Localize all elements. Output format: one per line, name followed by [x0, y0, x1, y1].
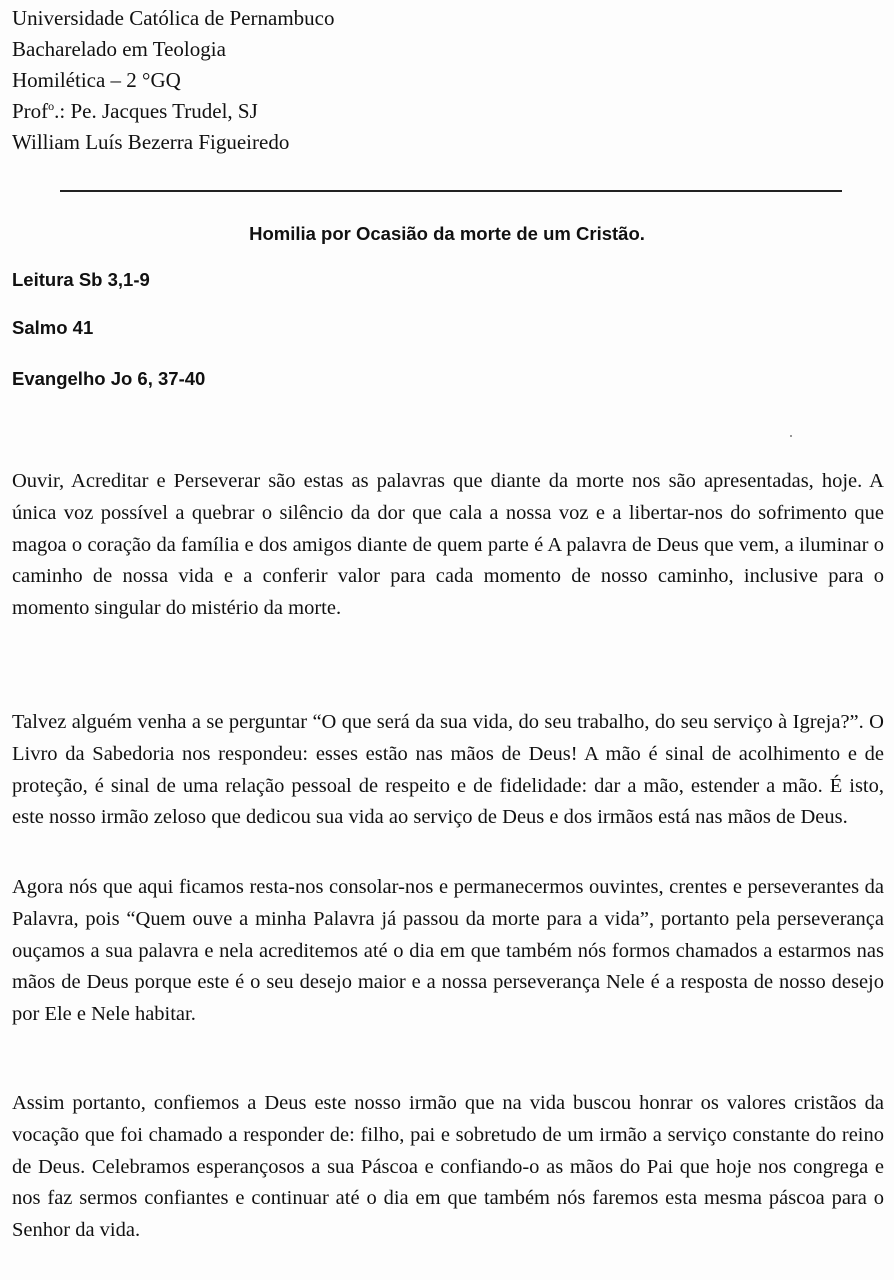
document-header [12, 3, 334, 158]
professor-prefix: Prof [12, 99, 49, 123]
body-paragraph-2: Talvez alguém venha a se perguntar “O que será da sua vida, do seu trabalho, do seu serviço à Igreja?”. O Livro da Sabedoria nos respondeu: esses estão nas mãos de Deus! A mão é sinal de acolhimento e de proteção, é sinal de uma relação pessoal de respeito e de fidelidade: dar a mão, estender a mão. É isto, este nosso irmão zeloso que dedicou sua vida ao serviço de Deus e dos irmãos está nas mãos de Deus. [12, 711, 884, 829]
document-title: Homilia por Ocasião da morte de um Cristão. [249, 223, 645, 244]
gospel-reading: Evangelho Jo 6, 37-40 [12, 368, 206, 389]
professor-line [12, 96, 334, 127]
professor-superscript: o [48, 99, 55, 113]
institution-line: Universidade Católica de Pernambuco [12, 6, 335, 30]
scan-speck [790, 435, 792, 437]
subject-line: Homilética – 2 °GQ [12, 68, 181, 92]
first-reading: Leitura Sb 3,1-9 [12, 269, 150, 290]
body-paragraph-1: Ouvir, Acreditar e Perseverar são estas as palavras que diante da morte nos são apresentadas, hoje. A única voz possível a quebrar o silêncio da dor que cala a nossa voz e a libertar-nos do sofrimento que magoa o coração da família e dos amigos diante de quem parte é A palavra de Deus que vem, a iluminar o caminho de nossa vida e a conferir valor para cada momento de nosso caminho, inclusive para o momento singular do mistério da morte. [12, 470, 884, 620]
professor-name: .: Pe. Jacques Trudel, SJ [54, 99, 258, 123]
student-line: William Luís Bezerra Figueiredo [12, 130, 290, 154]
body-paragraph-4: Assim portanto, confiemos a Deus este nosso irmão que na vida buscou honrar os valores cristãos da vocação que foi chamado a responder de: filho, pai e sobretudo de um irmão a serviço constante do reino de Deus. Celebramos esperançosos a sua Páscoa e confiando-o as mãos do Pai que hoje nos congrega e nos faz sermos confiantes e continuar até o dia em que também nós faremos esta mesma páscoa para o Senhor da vida. [12, 1092, 884, 1242]
body-paragraph-3: Agora nós que aqui ficamos resta-nos consolar-nos e permanecermos ouvintes, crentes e perseverantes da Palavra, pois “Quem ouve a minha Palavra já passou da morte para a vida”, portanto pela perseverança ouçamos a sua palavra e nela acreditemos até o dia em que também nós formos chamados a estarmos nas mãos de Deus porque este é o seu desejo maior e a nossa perseverança Nele é a resposta de nosso desejo por Ele e Nele habitar. [12, 876, 884, 1026]
course-line: Bacharelado em Teologia [12, 37, 226, 61]
header-divider [60, 190, 842, 192]
psalm-reading: Salmo 41 [12, 317, 94, 338]
